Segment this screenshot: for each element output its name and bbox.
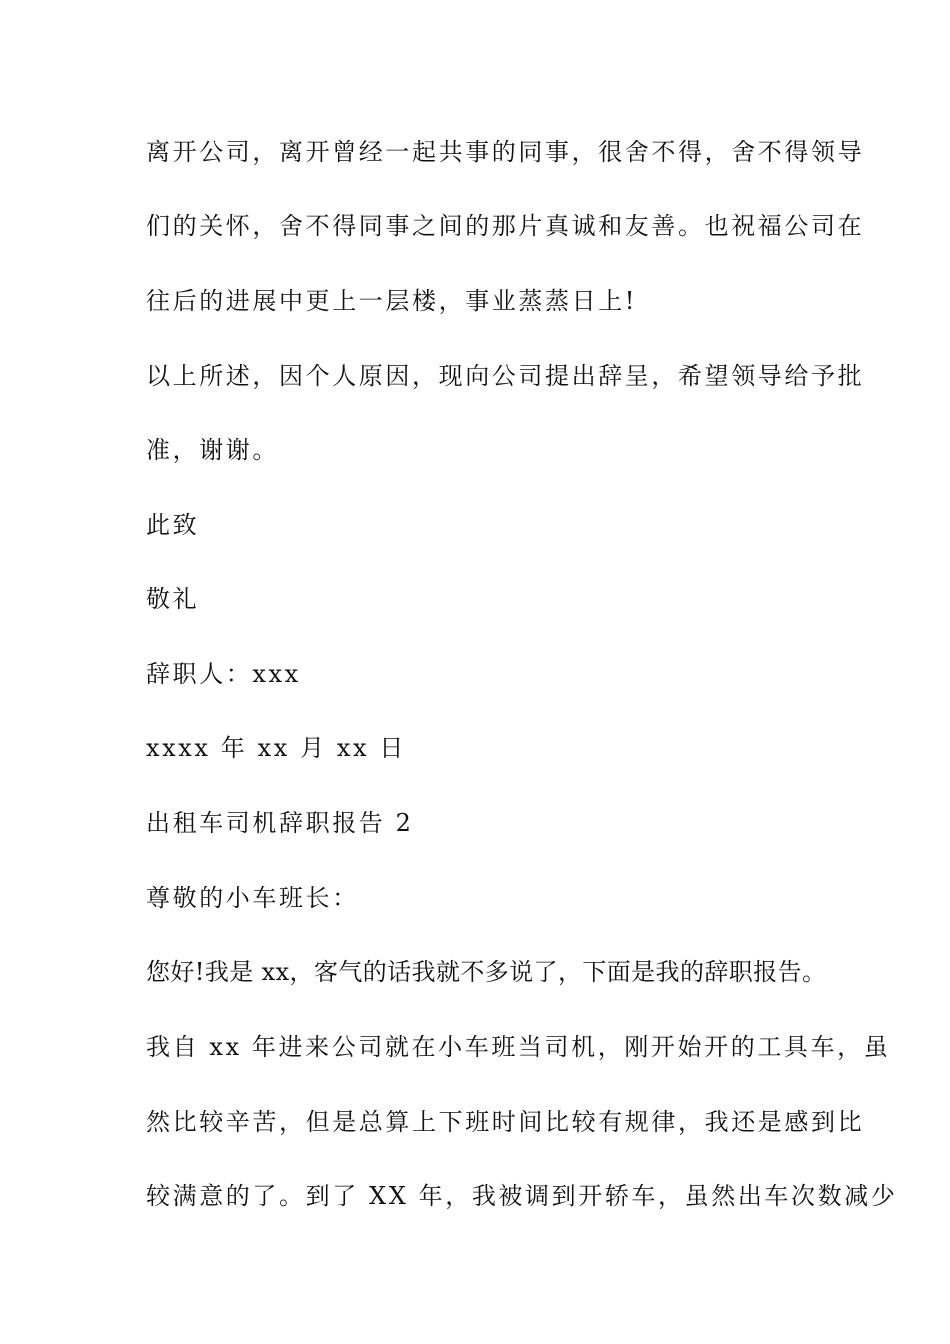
body-text-line: 我自 xx 年进来公司就在小车班当司机，刚开始开的工具车，虽	[146, 1033, 891, 1061]
closing-salutation: 此致	[146, 511, 200, 539]
body-text-line: 然比较辛苦，但是总算上下班时间比较有规律，我还是感到比	[146, 1108, 865, 1136]
body-text-line: 您好!我是 xx，客气的话我就不多说了，下面是我的辞职报告。	[146, 958, 827, 986]
body-text-line: 们的关怀，舍不得同事之间的那片真诚和友善。也祝福公司在	[146, 212, 865, 240]
body-text-line: 准，谢谢。	[146, 436, 279, 464]
greeting-line: 尊敬的小车班长：	[146, 884, 359, 912]
body-text-line: 离开公司，离开曾经一起共事的同事，很舍不得，舍不得领导	[146, 138, 865, 166]
body-text-line: 往后的进展中更上一层楼，事业蒸蒸日上!	[146, 287, 638, 315]
body-text-line: 以上所述，因个人原因，现向公司提出辞呈，希望领导给予批	[146, 362, 865, 390]
section-title: 出租车司机辞职报告 2	[146, 809, 414, 837]
closing-regards: 敬礼	[146, 585, 200, 613]
body-text-line: 较满意的了。到了 XX 年，我被调到开轿车，虽然出车次数减少	[146, 1182, 898, 1210]
signature-line: 辞职人：xxx	[146, 660, 301, 688]
date-line: xxxx 年 xx 月 xx 日	[146, 734, 407, 762]
